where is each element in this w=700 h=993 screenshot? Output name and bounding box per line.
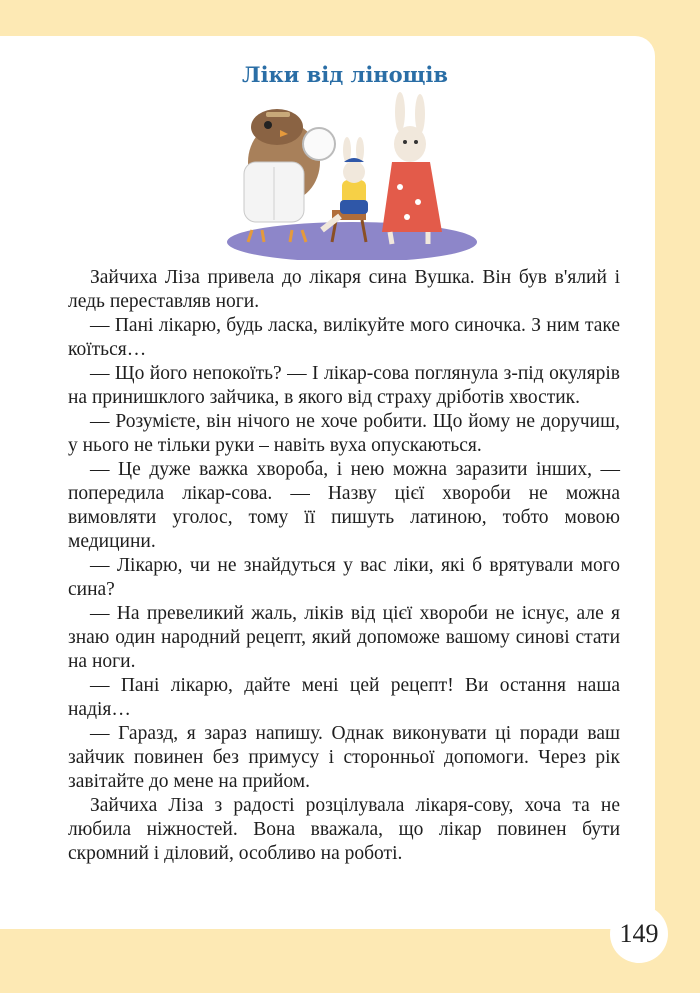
paragraph: Зайчиха Ліза привела до лікаря сина Вушка. Він був в'ялий і ледь переставляв ноги. — [68, 267, 620, 312]
owl-doctor — [244, 109, 335, 242]
paragraph: — Лікарю, чи не знайдуться у вас ліки, які б врятували мого сина? — [68, 555, 620, 600]
paragraph: — Розумієте, він нічого не хоче робити. Що йому не доручиш, у нього не тільки руки – навіть вуха опускаються. — [68, 411, 620, 456]
paragraph: Зайчиха Ліза з радості розцілувала лікаря-сову, хоча та не любила ніжностей. Вона вважала, що лікар повинен бути скромний і діловий, особливо на роботі. — [68, 795, 620, 864]
paragraph: — Гаразд, я зараз напишу. Однак виконувати ці поради ваш зайчик повинен без примусу і сторонньої допомоги. Через рік завітайте до мене на прийом. — [68, 723, 620, 792]
paragraph: — Що його непокоїть? — І лікар-сова поглянула з-під окулярів на принишклого зайчика, в якого від страху дріботів хвостик. — [68, 363, 620, 408]
paragraph: — Пані лікарю, будь ласка, вилікуйте мого синочка. З ним таке коїться… — [68, 315, 620, 360]
owl-doctor-illustration — [222, 92, 480, 260]
mother-rabbit — [382, 92, 442, 244]
paragraph: — Пані лікарю, дайте мені цей рецепт! Ви остання наша надія… — [68, 675, 620, 720]
page-title: Ліки від лінощів — [242, 62, 448, 87]
paragraph: — На превеликий жаль, ліків від цієї хвороби не існує, але я знаю один народний рецепт, який допоможе вашому синові стати на ноги. — [68, 603, 620, 672]
story-text — [68, 266, 620, 866]
page-number: 149 — [610, 905, 668, 963]
paragraph: — Це дуже важка хвороба, і нею можна заразити інших, — попередила лікар-сова. — Назву цієї хвороби не можна вимовляти уголос, тому її пишуть латиною, тобто мовою медицини. — [68, 459, 620, 552]
